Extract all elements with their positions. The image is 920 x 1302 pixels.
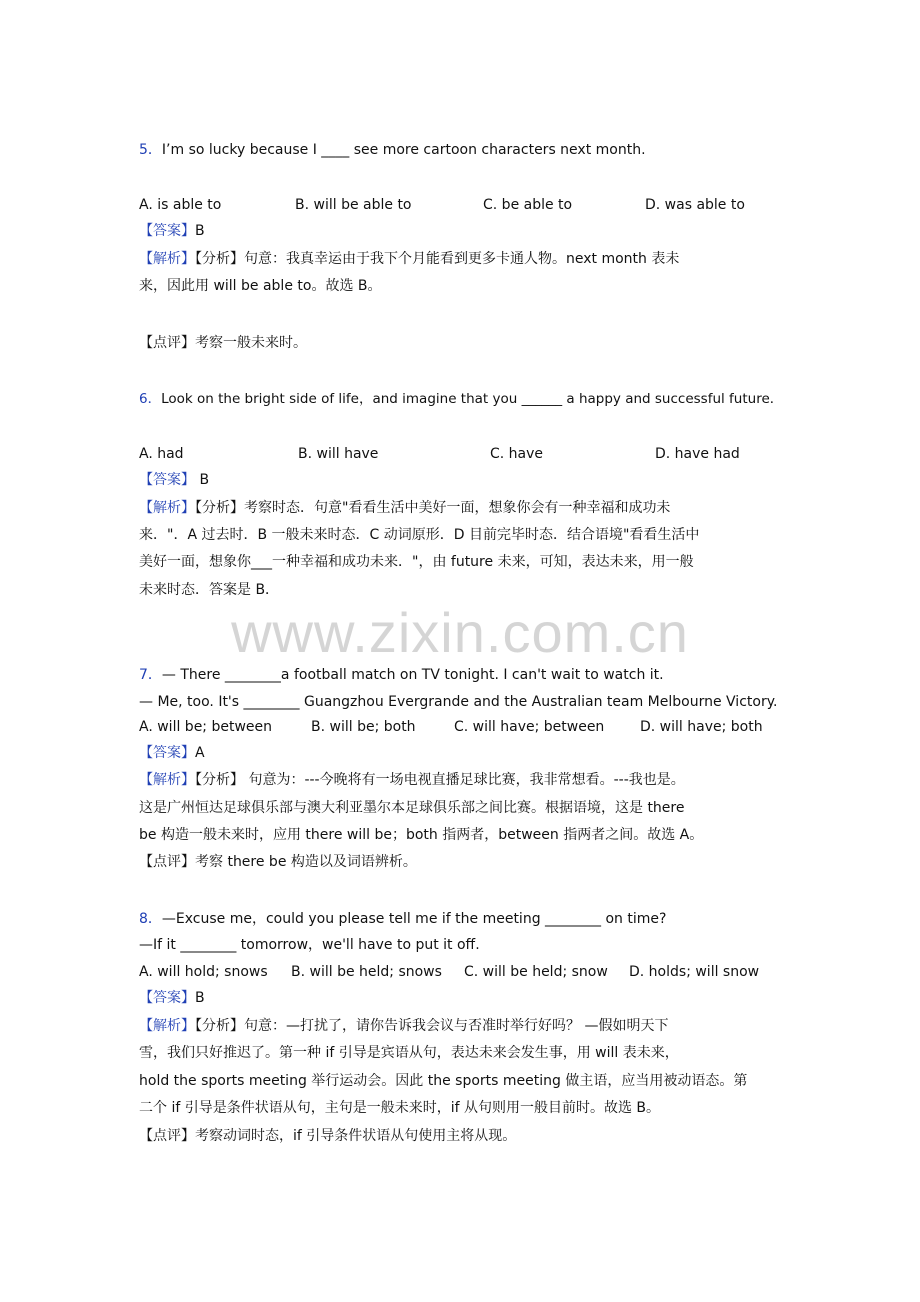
question-7-stem-line-2: — Me, too. It's ________ Guangzhou Evergrande and the Australian team Melbourne Victory.: [139, 694, 778, 710]
option-a: A. is able to: [139, 197, 222, 213]
option-b: B. will be able to: [295, 197, 412, 213]
option-a: A. will be; between: [139, 719, 273, 735]
option-d: D. was able to: [645, 197, 745, 213]
question-8-analysis-line-2: 雪，我们只好推迟了。第一种 if 引导是宾语从句，表达未来会发生事，用 will 表未来，: [139, 1045, 679, 1061]
question-6-analysis-line-1: 【解析】【分析】考察时态．句意"看看生活中美好一面，想象你会有一种幸福和成功未: [139, 500, 671, 516]
question-5-analysis-line-2: 来，因此用 will be able to。故选 B。: [139, 278, 382, 294]
question-5-options: [139, 192, 784, 219]
option-b: B. will be; both: [311, 719, 416, 735]
analysis-tag: 【解析】: [139, 772, 195, 788]
question-number: 7．: [139, 667, 162, 683]
question-7-stem-line-1: 7．— There ________a football match on TV tonight. I can't wait to watch it.: [139, 667, 664, 683]
question-7-answer: [139, 740, 784, 767]
question-7-analysis-line-1: 【解析】【分析】 句意为：---今晚将有一场电视直播足球比赛，我非常想看。---我也是。: [139, 772, 685, 788]
question-7-options: [139, 714, 784, 741]
answer-value: B: [195, 990, 205, 1006]
question-8-stem-line-1: 8．—Excuse me，could you please tell me if the meeting ________ on time?: [139, 911, 667, 927]
analysis-tag: 【解析】: [139, 500, 195, 516]
question-6-analysis-line-2: 来．"．A 过去时．B 一般未来时态．C 动词原形．D 目前完毕时态．结合语境"看看生活中: [139, 527, 700, 543]
question-8-stem-line-2: —If it ________ tomorrow，we'll have to put it off.: [139, 937, 480, 953]
question-6-stem: 6．Look on the bright side of life，and imagine that you ______ a happy and successful future．: [139, 391, 784, 407]
analysis-tag: 【解析】: [139, 1018, 195, 1034]
question-number: 5．: [139, 142, 162, 158]
question-5-stem: 5．I’m so lucky because I ____ see more cartoon characters next month.: [139, 142, 646, 158]
answer-tag: 【答案】: [139, 223, 195, 239]
answer-tag: 【答案】: [139, 472, 195, 488]
question-8-analysis-line-3: hold the sports meeting 举行运动会。因此 the sports meeting 做主语，应当用被动语态。第: [139, 1073, 748, 1089]
option-b: B. will be held; snows: [291, 964, 442, 980]
option-b: B. will have: [298, 446, 379, 462]
question-5-comment: 【点评】考察一般未来时。: [139, 335, 307, 351]
answer-value: A: [195, 745, 205, 761]
option-c: C. will be held; snow: [464, 964, 608, 980]
option-c: C. have: [490, 446, 544, 462]
option-c: C. be able to: [483, 197, 573, 213]
option-a: A. had: [139, 446, 184, 462]
watermark: www.zixin.com.cn: [231, 601, 689, 664]
question-8-analysis-line-4: 二个 if 引导是条件状语从句，主句是一般未来时，if 从句则用一般目前时。故选 B。: [139, 1100, 661, 1116]
answer-value: B: [195, 472, 210, 488]
question-number: 6．: [139, 391, 162, 407]
analysis-tag: 【解析】: [139, 251, 195, 267]
question-7-analysis-line-2: 这是广州恒达足球俱乐部与澳大利亚墨尔本足球俱乐部之间比赛。根据语境，这是 there: [139, 800, 685, 816]
option-d: D. have had: [655, 446, 740, 462]
question-8-answer: [139, 985, 784, 1012]
question-6-options: [139, 441, 784, 468]
question-7-comment: 【点评】考察 there be 构造以及词语辨析。: [139, 854, 417, 870]
answer-tag: 【答案】: [139, 990, 195, 1006]
question-number: 8．: [139, 911, 162, 927]
question-6-analysis-line-3: 美好一面，想象你___一种幸福和成功未来．"，由 future 未来，可知，表达未来，用一般: [139, 554, 694, 570]
question-6-answer: [139, 467, 784, 494]
option-d: D. holds; will snow: [629, 964, 760, 980]
question-6-analysis-line-4: 未来时态．答案是 B．: [139, 582, 280, 598]
answer-tag: 【答案】: [139, 745, 195, 761]
question-8-analysis-line-1: 【解析】【分析】句意：—打扰了，请你告诉我会议与否准时举行好吗？ —假如明天下: [139, 1018, 669, 1034]
question-7-analysis-line-3: be 构造一般未来时，应用 there will be；both 指两者，between 指两者之间。故选 A。: [139, 827, 704, 843]
question-5-answer: [139, 218, 784, 245]
question-5-analysis-line-1: 【解析】【分析】句意：我真幸运由于我下个月能看到更多卡通人物。next month 表未: [139, 251, 680, 267]
option-c: C. will have; between: [454, 719, 605, 735]
option-d: D. will have; both: [640, 719, 763, 735]
option-a: A. will hold; snows: [139, 964, 268, 980]
question-8-comment: 【点评】考察动词时态，if 引导条件状语从句使用主将从现。: [139, 1128, 517, 1144]
question-8-options: [139, 959, 784, 986]
answer-value: B: [195, 223, 205, 239]
